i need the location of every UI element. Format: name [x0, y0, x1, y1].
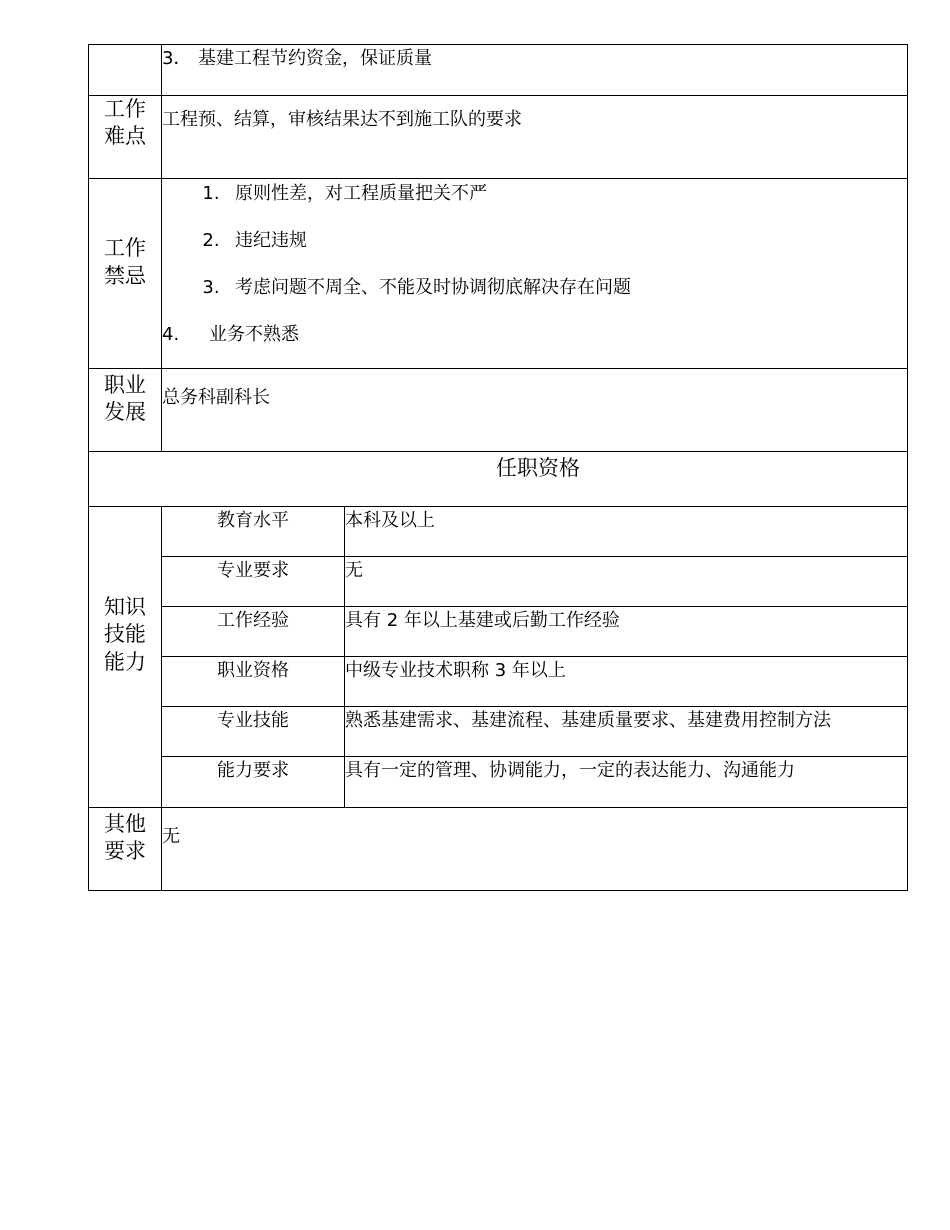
taboo-item: [162, 277, 907, 324]
skill-name-cell: [162, 607, 345, 657]
taboo-item-number: 1.: [202, 183, 220, 204]
difficulties-label-cell: [89, 96, 162, 179]
skill-value-cell: [345, 657, 908, 707]
skill-name: 能力要求: [217, 760, 289, 781]
skill-value-cell: [345, 607, 908, 657]
skill-name: 教育水平: [217, 510, 289, 531]
job-description-table: [88, 44, 908, 891]
top-empty-label-cell: [89, 45, 162, 96]
career-row: [89, 369, 908, 452]
taboo-item: [162, 183, 907, 230]
career-content-cell: [162, 369, 908, 452]
skill-value: 无: [345, 560, 363, 581]
skill-name: 职业资格: [217, 660, 289, 681]
taboos-label: 工作禁忌: [104, 236, 146, 288]
skill-name-cell: [162, 557, 345, 607]
qualifications-title: 任职资格: [496, 456, 580, 480]
other-text: 无: [162, 826, 180, 847]
top-content-cell: [162, 45, 908, 96]
skill-value-cell: [345, 757, 908, 808]
skills-row: [89, 757, 908, 808]
skill-value: 具有 2 年以上基建或后勤工作经验: [345, 610, 620, 631]
skill-name-cell: [162, 657, 345, 707]
taboo-item-number: 3.: [202, 277, 220, 298]
taboos-content-cell: [162, 179, 908, 369]
skill-name: 专业要求: [217, 560, 289, 581]
skill-value: 熟悉基建需求、基建流程、基建质量要求、基建费用控制方法: [345, 710, 831, 731]
skills-row: [89, 507, 908, 557]
taboos-label-cell: [89, 179, 162, 369]
skills-label: 知识技能能力: [104, 595, 146, 674]
top-item-text: 基建工程节约资金，保证质量: [198, 48, 432, 69]
qualifications-title-cell: [89, 452, 908, 507]
skill-name-cell: [162, 757, 345, 808]
taboo-item: [162, 230, 907, 277]
other-row: [89, 808, 908, 891]
difficulties-text: 工程预、结算，审核结果达不到施工队的要求: [162, 109, 522, 130]
skills-row: [89, 607, 908, 657]
difficulties-content-cell: [162, 96, 908, 179]
career-label: 职业发展: [104, 372, 146, 424]
difficulties-row: [89, 96, 908, 179]
career-text: 总务科副科长: [162, 387, 270, 408]
skill-name: 工作经验: [217, 610, 289, 631]
taboo-item-text: 业务不熟悉: [209, 324, 299, 345]
other-content-cell: [162, 808, 908, 891]
skill-name: 专业技能: [217, 710, 289, 731]
skills-row: [89, 557, 908, 607]
taboo-item-text: 违纪违规: [235, 230, 307, 251]
skill-value: 具有一定的管理、协调能力，一定的表达能力、沟通能力: [345, 760, 795, 781]
top-continuation-row: [89, 45, 908, 96]
skill-value: 本科及以上: [345, 510, 435, 531]
taboo-item-number: 4.: [162, 324, 180, 345]
skills-row: [89, 657, 908, 707]
skill-name-cell: [162, 707, 345, 757]
taboo-item-text: 原则性差，对工程质量把关不严: [235, 183, 487, 204]
other-label-cell: [89, 808, 162, 891]
taboos-row: [89, 179, 908, 369]
other-label: 其他要求: [104, 811, 146, 863]
skills-row: [89, 707, 908, 757]
skill-name-cell: [162, 507, 345, 557]
taboo-item-text: 考虑问题不周全、不能及时协调彻底解决存在问题: [235, 277, 631, 298]
difficulties-label: 工作难点: [104, 96, 146, 148]
taboo-item-number: 2.: [202, 230, 220, 251]
taboo-item: [162, 324, 907, 364]
qualifications-title-row: [89, 452, 908, 507]
top-item-number: 3．: [162, 48, 192, 69]
career-label-cell: [89, 369, 162, 452]
skill-value-cell: [345, 707, 908, 757]
skill-value-cell: [345, 557, 908, 607]
skill-value: 中级专业技术职称 3 年以上: [345, 660, 566, 681]
skills-label-cell: [89, 507, 162, 808]
skill-value-cell: [345, 507, 908, 557]
